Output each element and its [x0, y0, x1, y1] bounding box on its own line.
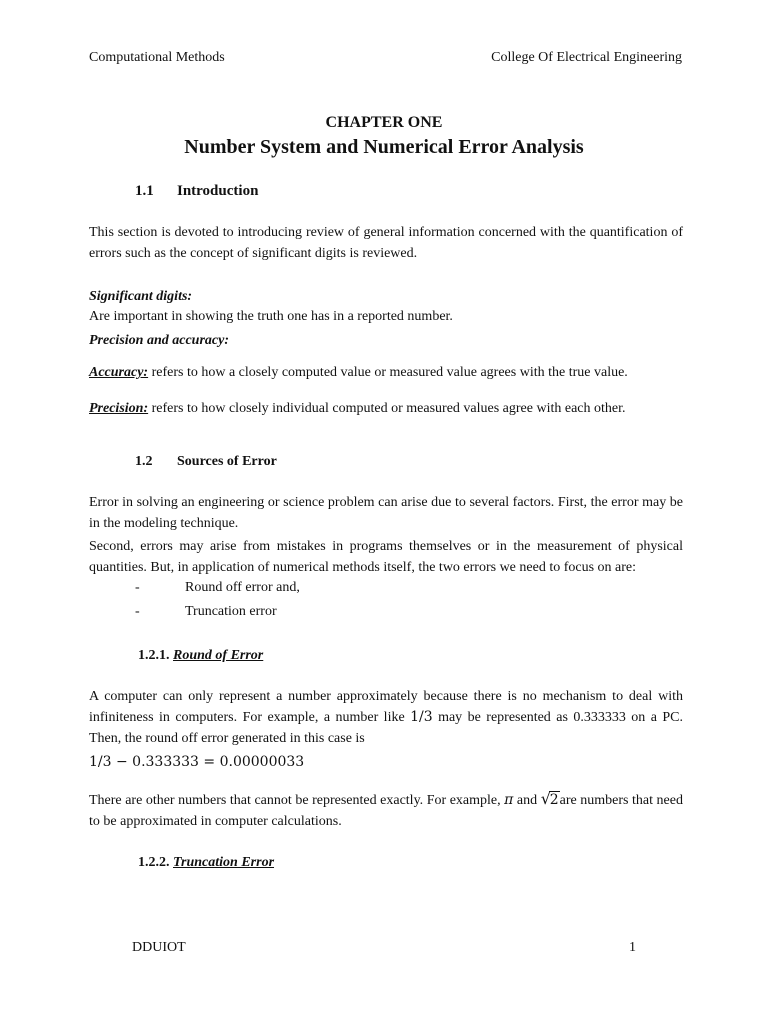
sqrt-argument: 2	[549, 792, 559, 808]
bullet-round-off	[135, 580, 300, 596]
section-title: Introduction	[177, 183, 259, 199]
bullet-text: Truncation error	[185, 604, 277, 619]
round-off-paragraph	[89, 686, 683, 749]
radical-icon: √	[540, 789, 551, 808]
sqrt-two	[541, 790, 560, 811]
intro-paragraph: This section is devoted to introducing review of general information concerned with the quantification of errors such as the concept of significant digits is reviewed.	[89, 225, 683, 261]
section-1-2-heading	[135, 454, 277, 470]
precision-term: Precision:	[89, 401, 149, 416]
section-number: 1.2.1.	[138, 648, 170, 663]
chapter-label: CHAPTER ONE	[325, 114, 443, 131]
sources-paragraph-1: Error in solving an engineering or science problem can arise due to several factors. First, the error may be in the modeling technique.	[89, 495, 683, 531]
approximation-paragraph	[89, 790, 683, 832]
section-number: 1.2.2.	[138, 855, 170, 870]
approximation-text-a: There are other numbers that cannot be represented exactly. For example,	[89, 793, 505, 808]
approximation-text-b: are numbers that need to be approximated in computer calculations.	[89, 793, 683, 829]
round-off-equation: 1/3 − 0.333333 = 0.00000033	[89, 754, 305, 770]
section-number: 1.1	[135, 183, 154, 199]
page-number: 1	[629, 940, 636, 955]
precision-text: refers to how closely individual computed or measured values agree with each other.	[148, 401, 626, 416]
round-off-text-a: A computer can only represent a number approximately because there is no mechanism to deal with infiniteness in computers. For example, a number like	[89, 689, 683, 725]
approximation-and: and	[513, 793, 541, 808]
bullet-dash: -	[135, 580, 140, 595]
round-off-text-b: may be represented as 0.333333 on a PC. Then, the round off error generated in this case is	[89, 710, 683, 746]
precision-accuracy-heading: Precision and accuracy:	[89, 333, 229, 348]
header-left: Computational Methods	[89, 50, 225, 65]
chapter-title: Number System and Numerical Error Analysis	[184, 136, 584, 158]
section-title: Sources of Error	[177, 454, 277, 469]
accuracy-text: refers to how a closely computed value or measured value agrees with the true value.	[148, 365, 628, 380]
section-title: Truncation Error	[173, 855, 275, 870]
section-1-2-1-heading	[138, 648, 263, 664]
section-1-2-2-heading	[138, 855, 274, 871]
section-number: 1.2	[135, 454, 153, 469]
bullet-text: Round off error and,	[185, 580, 300, 595]
accuracy-definition	[89, 362, 683, 383]
bullet-truncation	[135, 604, 277, 620]
precision-definition	[89, 398, 683, 419]
significant-digits-text: Are important in showing the truth one has in a reported number.	[89, 309, 453, 324]
header-right: College Of Electrical Engineering	[491, 50, 682, 65]
bullet-dash: -	[135, 604, 140, 619]
pi-symbol: π	[504, 792, 514, 808]
accuracy-term: Accuracy:	[89, 365, 149, 380]
footer-left: DDUIOT	[132, 940, 186, 955]
sources-paragraph-2: Second, errors may arise from mistakes in programs themselves or in the measurement of physical quantities. But, in application of numerical methods itself, the two errors we need to focus on are:	[89, 539, 683, 575]
section-title: Round of Error	[173, 648, 264, 663]
significant-digits-heading: Significant digits:	[89, 289, 193, 304]
section-1-1-heading	[135, 183, 258, 200]
fraction-one-third: 1/3	[410, 709, 433, 725]
